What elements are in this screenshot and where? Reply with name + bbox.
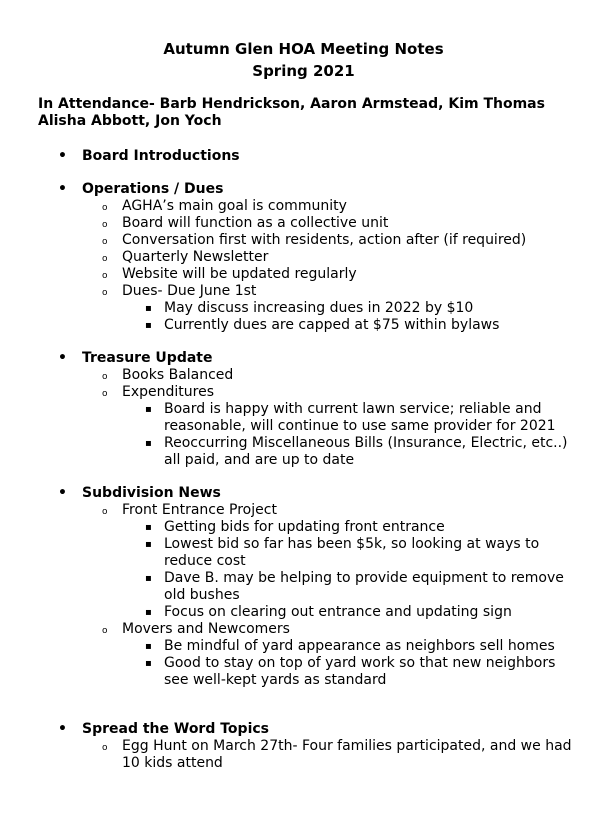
list-item <box>102 283 582 300</box>
section-heading <box>58 181 224 198</box>
circle-bullet-icon: o <box>102 389 108 399</box>
sub-list-item-text: Board is happy with current lawn service; reliable and reasonable, will continue to use same provider for 2021 <box>164 401 556 434</box>
list-item <box>102 367 582 384</box>
square-bullet-icon: ▪ <box>145 522 152 533</box>
sub-list-item-text: Getting bids for updating front entrance <box>164 519 445 535</box>
sub-list-item <box>145 300 584 317</box>
list-item-text: Dues- Due June 1st <box>122 283 257 299</box>
list-item-text: Egg Hunt on March 27th- Four families participated, and we had 10 kids attend <box>122 738 572 771</box>
circle-bullet-icon: o <box>102 203 108 213</box>
sub-list-item-text: Good to stay on top of yard work so that new neighbors see well-kept yards as standard <box>164 655 556 688</box>
sub-list-item <box>145 536 564 570</box>
circle-bullet-icon: o <box>102 507 108 517</box>
square-bullet-icon: ▪ <box>145 303 152 314</box>
list-item <box>102 232 582 249</box>
list-item-text: Quarterly Newsletter <box>122 249 269 265</box>
bullet-icon: • <box>58 485 67 501</box>
circle-bullet-icon: o <box>102 372 108 382</box>
section-heading <box>58 148 240 165</box>
circle-bullet-icon: o <box>102 237 108 247</box>
list-item-text: Board will function as a collective unit <box>122 215 389 231</box>
section-heading-text: Treasure Update <box>82 350 213 366</box>
sub-list-item <box>145 317 584 334</box>
list-item <box>102 266 582 283</box>
circle-bullet-icon: o <box>102 254 108 264</box>
list-item-text: Conversation first with residents, action after (if required) <box>122 232 527 248</box>
section-heading <box>58 350 213 367</box>
bullet-icon: • <box>58 148 67 164</box>
list-item <box>102 249 582 266</box>
list-item <box>102 621 582 638</box>
page-title: Autumn Glen HOA Meeting Notes <box>163 40 444 58</box>
attendance-line: In Attendance- Barb Hendrickson, Aaron Armstead, Kim Thomas <box>38 96 545 112</box>
sub-list-item-text: Lowest bid so far has been $5k, so looking at ways to reduce cost <box>164 536 540 569</box>
sub-list-item <box>145 435 584 469</box>
bullet-icon: • <box>58 181 67 197</box>
list-item-text: Website will be updated regularly <box>122 266 357 282</box>
section-heading-text: Board Introductions <box>82 148 240 164</box>
circle-bullet-icon: o <box>102 626 108 636</box>
sub-list-item-text: Dave B. may be helping to provide equipment to remove old bushes <box>164 570 564 603</box>
circle-bullet-icon: o <box>102 288 108 298</box>
square-bullet-icon: ▪ <box>145 539 152 550</box>
square-bullet-icon: ▪ <box>145 404 152 415</box>
section-heading <box>58 485 221 502</box>
attendance-line: Alisha Abbott, Jon Yoch <box>38 113 222 129</box>
bullet-icon: • <box>58 721 67 737</box>
bullet-icon: • <box>58 350 67 366</box>
section-heading-text: Spread the Word Topics <box>82 721 269 737</box>
section-heading-text: Subdivision News <box>82 485 221 501</box>
list-item-text: Movers and Newcomers <box>122 621 290 637</box>
square-bullet-icon: ▪ <box>145 658 152 669</box>
square-bullet-icon: ▪ <box>145 320 152 331</box>
list-item <box>102 198 582 215</box>
list-item <box>102 384 582 401</box>
square-bullet-icon: ▪ <box>145 573 152 584</box>
list-item <box>102 738 582 772</box>
list-item-text: Expenditures <box>122 384 214 400</box>
list-item <box>102 502 582 519</box>
list-item-text: Books Balanced <box>122 367 234 383</box>
attendance <box>38 96 598 130</box>
circle-bullet-icon: o <box>102 220 108 230</box>
section-heading-text: Operations / Dues <box>82 181 224 197</box>
sub-list-item <box>145 401 559 435</box>
sub-list-item-text: Be mindful of yard appearance as neighbors sell homes <box>164 638 555 654</box>
sub-list-item <box>145 655 579 689</box>
page-subtitle: Spring 2021 <box>252 62 355 80</box>
sub-list-item-text: Focus on clearing out entrance and updating sign <box>164 604 512 620</box>
list-item-text: Front Entrance Project <box>122 502 277 518</box>
sub-list-item-text: Currently dues are capped at $75 within bylaws <box>164 317 500 333</box>
sub-list-item <box>145 604 584 621</box>
section-heading <box>58 721 269 738</box>
square-bullet-icon: ▪ <box>145 438 152 449</box>
sub-list-item <box>145 570 584 604</box>
list-item <box>102 215 582 232</box>
circle-bullet-icon: o <box>102 743 108 753</box>
sub-list-item-text: May discuss increasing dues in 2022 by $10 <box>164 300 474 316</box>
list-item-text: AGHA’s main goal is community <box>122 198 347 214</box>
sub-list-item <box>145 638 584 655</box>
square-bullet-icon: ▪ <box>145 641 152 652</box>
circle-bullet-icon: o <box>102 271 108 281</box>
sub-list-item <box>145 519 584 536</box>
square-bullet-icon: ▪ <box>145 607 152 618</box>
sub-list-item-text: Reoccurring Miscellaneous Bills (Insurance, Electric, etc..) all paid, and are up to date <box>164 435 568 468</box>
